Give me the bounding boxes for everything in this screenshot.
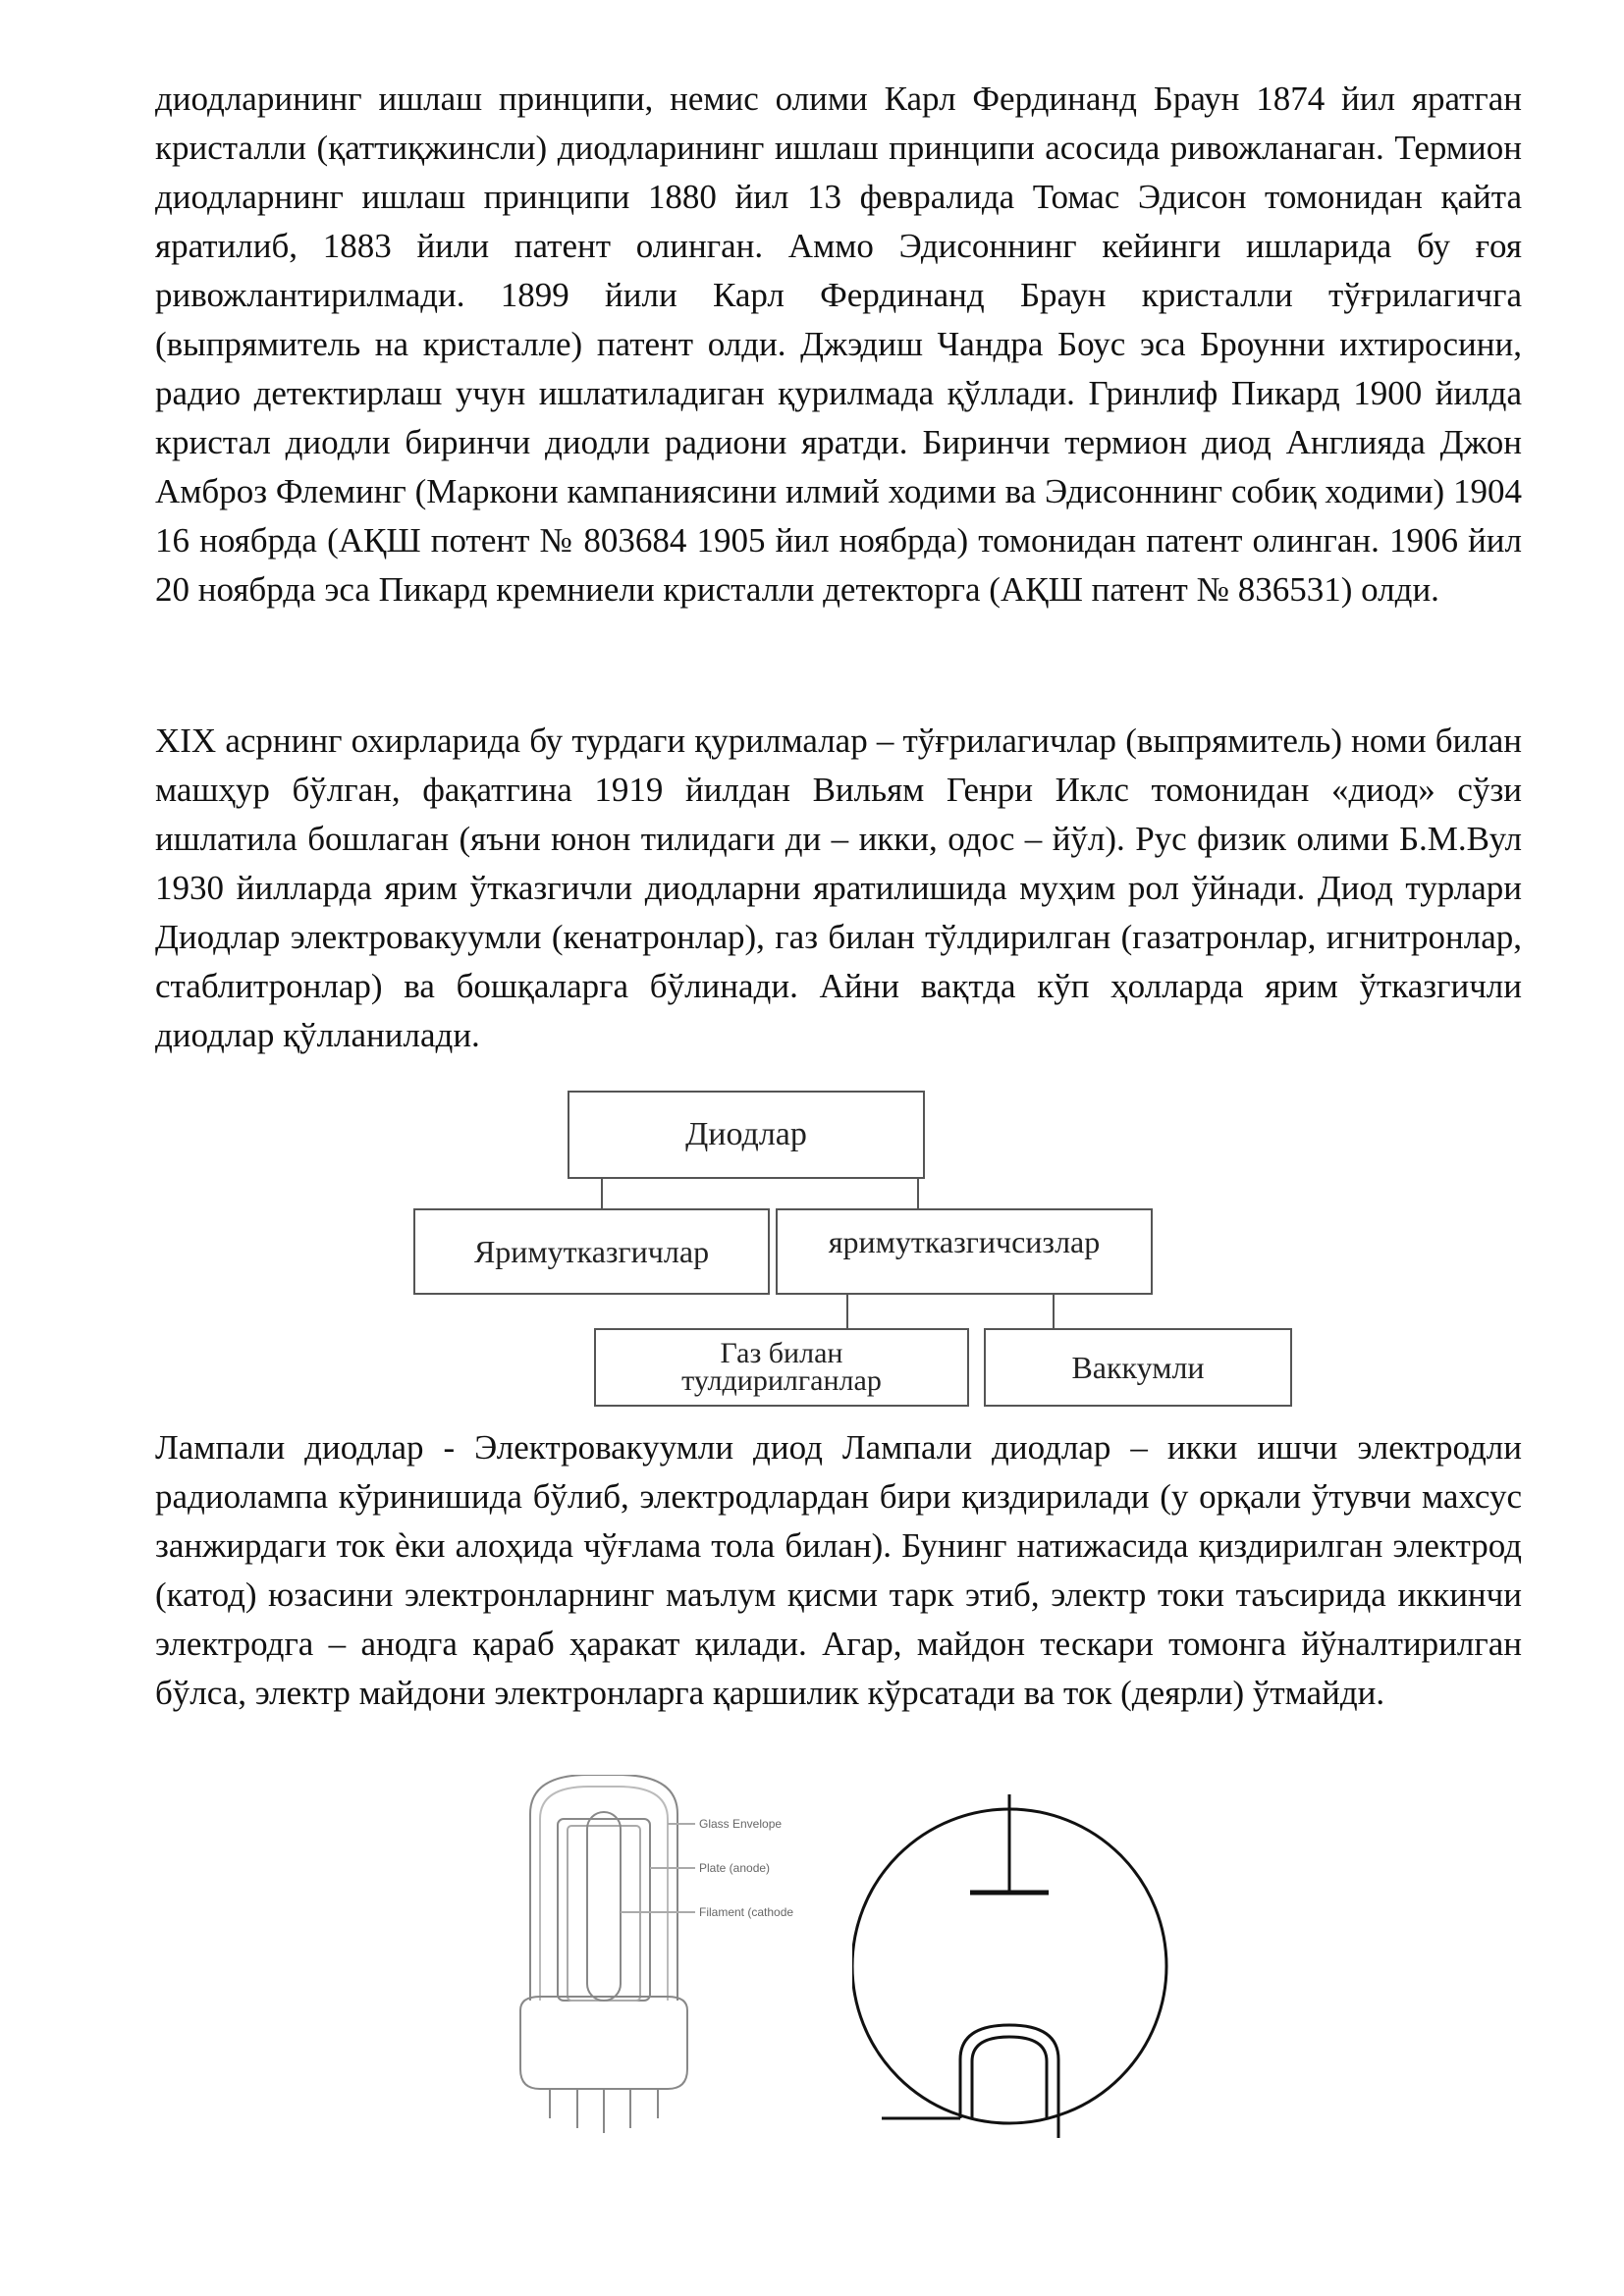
diagram-vacuum-box — [984, 1328, 1292, 1407]
filament-cathode — [587, 1812, 621, 2001]
tube-diode-schematic — [852, 1794, 1186, 2138]
glass-envelope-outline — [530, 1775, 677, 2001]
diagram-nonsemiconductor-label: яримутказгичсизлар — [828, 1224, 1101, 1259]
paragraph-tube-diodes: Лампали диодлар - Электровакуумли диод Лампали диодлар – икки ишчи электродли радиолампа кўринишида бўлиб, электродлардан бири қиздирилади (у орқали ўтувчи махсус занжирдаги ток ѐки алоҳида чўғлама тола билан). Бунинг натижасида қиздирилган электрод (катод) юзасини электронларнинг маълум қисми тарк этиб, электр токи таъсирида иккинчи электродга – анодга қараб ҳаракат қилади. Агар, майдон тескари томонга йўналтирилган бўлса, электр майдони электронларга қаршилик кўрсатади ва ток (деярли) ўтмайди. — [155, 1428, 1522, 1712]
cathode-filament-inner — [972, 2037, 1047, 2118]
diagram-root-box — [568, 1091, 925, 1179]
diagram-vacuum-label: Ваккумли — [1071, 1349, 1205, 1385]
diagram-gas-filled-label-line1: Газ билан — [720, 1337, 843, 1369]
paragraph-history: диодларининг ишлаш принципи, немис олими Карл Фердинанд Браун 1874 йил яратган кристалли (қаттиқжинсли) диодларининг ишлаш принципи асосида ривожланаган. Термион диодларнинг ишлаш принципи 1880 йил 13 февралида Томас Эдисон томонидан қайта яратилиб, 1883 йили патент олинган. Аммо Эдисоннинг кейинги ишларида бу ғоя ривожлантирилмади. 1899 йили Карл Фердинанд Браун кристалли тўғрилагичга (выпрямитель на кристалле) патент олди. Джэдиш Чандра Боус эса Броунни ихтиросини, радио детектирлаш учун ишлатиладиган қурилмада қўллади. Гринлиф Пикард 1900 йилда кристал диодли биринчи диодли радиони яратди. Биринчи термион диод Англияда Джон Амброз Флеминг (Маркони кампаниясини илмий ходими ва Эдисоннинг собиқ ходими) 1904 16 ноябрда (АҚШ потент № 803684 1905 йил ноябрда) томонидан патент олинган. 1906 йил 20 ноябрда эса Пикард кремниели кристалли детекторга (АҚШ патент № 836531) олди. — [155, 80, 1522, 609]
connector-root-right — [917, 1177, 919, 1208]
label-glass-envelope: Glass Envelope — [699, 1817, 783, 1831]
plate-anode — [558, 1819, 650, 2001]
connector-root-left — [601, 1177, 603, 1208]
diagram-root-label: Диодлар — [685, 1116, 807, 1152]
paragraph-diode-types: XIX асрнинг охирларида бу турдаги қурилмалар – тўғрилагичлар (выпрямитель) номи билан машҳур бўлган, фақатгина 1919 йилдан Вильям Генри Иклс томонидан «диод» сўзи ишлатила бошлаган (яъни юнон тилидаги ди – икки, одос – йўл). Рус физик олими Б.М.Вул 1930 йилларда ярим ўтказгичли диодларни яратилишида муҳим рол ўйнади. Диод турлари Диодлар электровакуумли (кенатронлар), газ билан тўлдирилган (газатронлар, игнитронлар, стаблитронлар) ва бошқаларга бўлинади. Айни вақтда кўп ҳолларда ярим ўтказгичли диодлар қўлланилади. — [155, 721, 1522, 1054]
diagram-gas-filled-label-line2: тулдирилганлар — [681, 1364, 882, 1397]
label-filament-cathode: Filament (cathode — [699, 1905, 794, 1919]
connector-nonsemi-right — [1053, 1293, 1055, 1330]
diagram-semiconductor-box — [413, 1208, 770, 1295]
vacuum-tube-illustration — [511, 1775, 844, 2148]
diagram-gas-filled-box — [594, 1328, 969, 1407]
label-plate-anode: Plate (anode) — [699, 1861, 771, 1875]
cathode-filament-outer — [960, 2025, 1058, 2118]
tube-base — [520, 1997, 687, 2089]
diagram-semiconductor-label: Яримутказгичлар — [473, 1233, 710, 1269]
connector-nonsemi-left — [846, 1293, 848, 1330]
diagram-nonsemiconductor-box — [776, 1208, 1153, 1295]
